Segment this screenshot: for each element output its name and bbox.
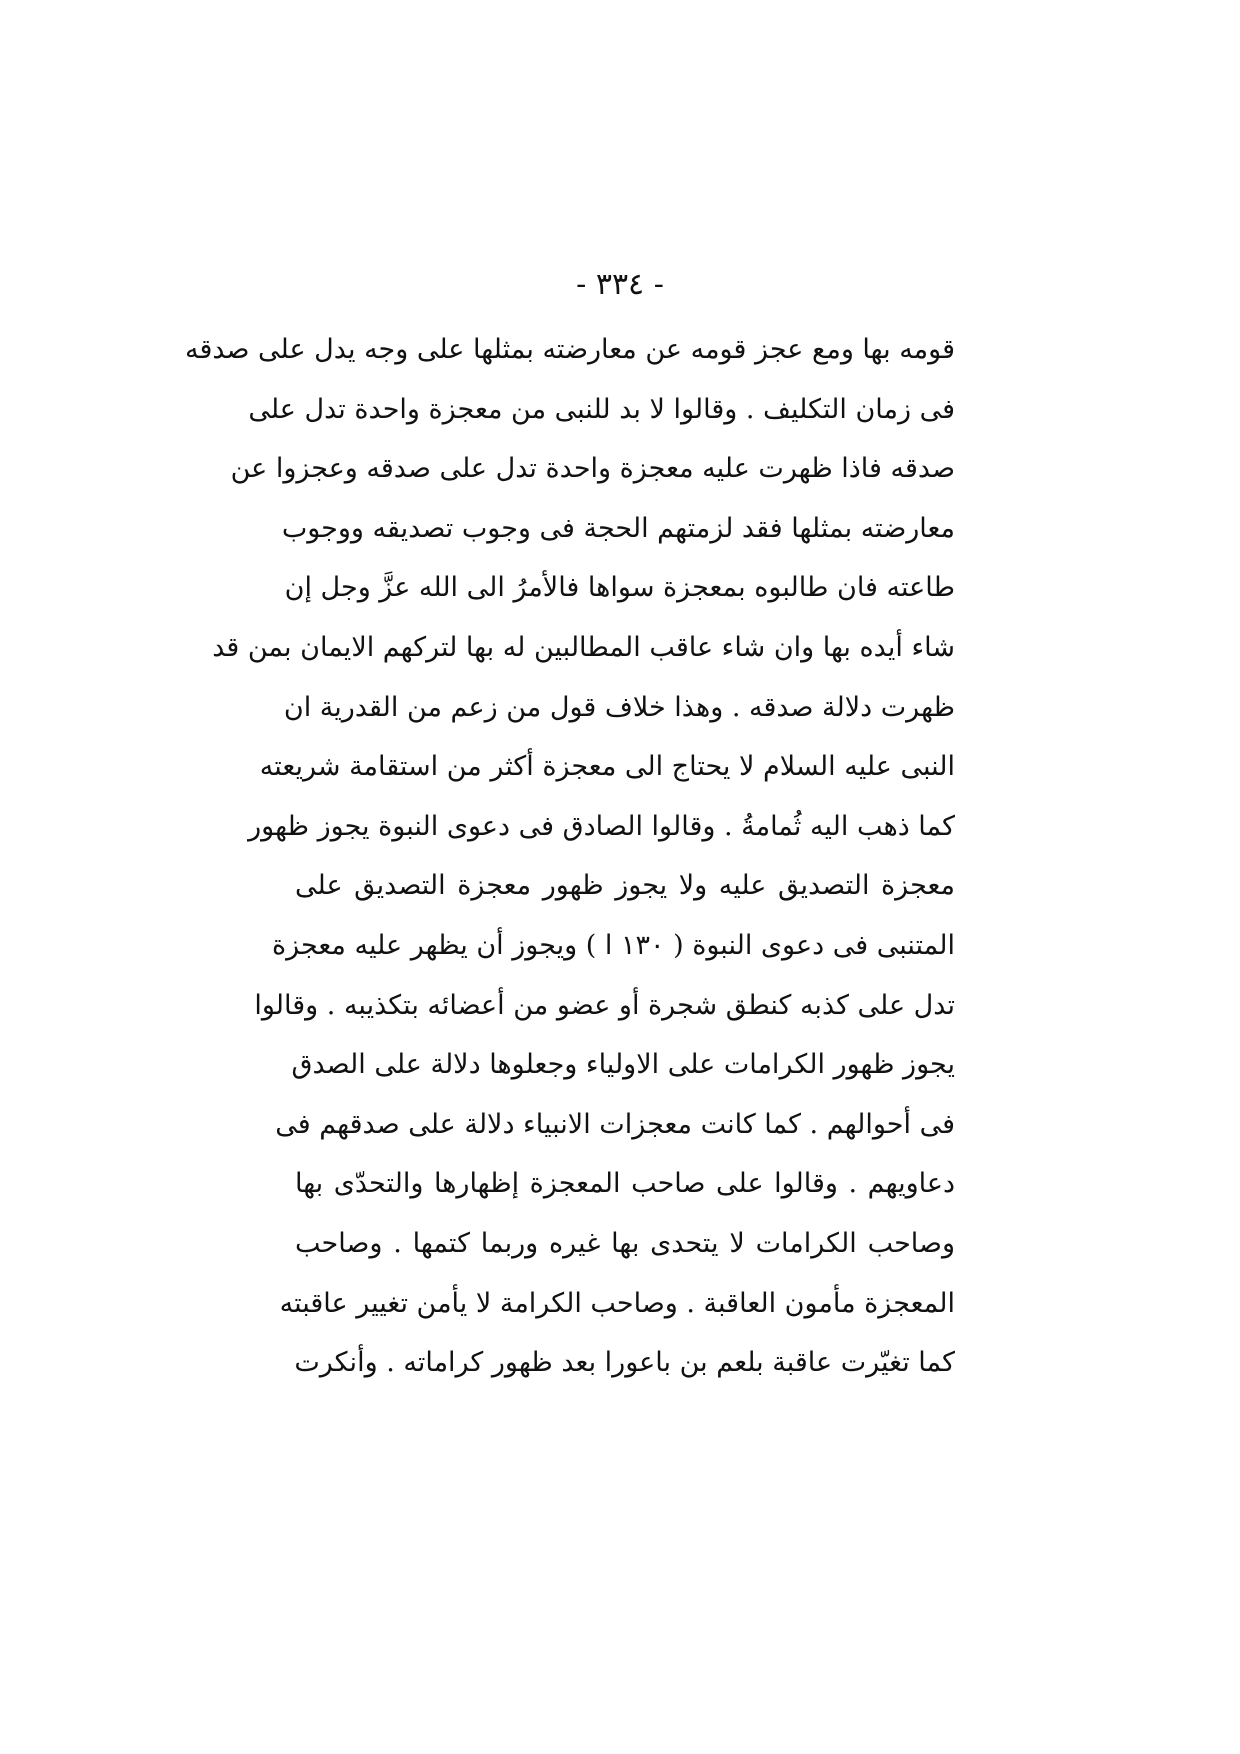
text-line: معارضته بمثلها فقد لزمتهم الحجة فى وجوب تصديقه ووجوب xyxy=(281,512,955,544)
text-line: صدقه فاذا ظهرت عليه معجزة واحدة تدل على صدقه وعجزوا عن xyxy=(230,453,955,485)
text-line: ظهرت دلالة صدقه . وهذا خلاف قول من زعم من القدرية ان xyxy=(283,691,955,723)
text-line: تدل على كذبه كنطق شجرة أو عضو من أعضائه بتكذيبه . وقالوا xyxy=(254,989,955,1021)
page-number: - ٣٣٤ - xyxy=(576,267,664,302)
text-line: قومه بها ومع عجز قومه عن معارضته بمثلها على وجه يدل على صدقه xyxy=(184,334,955,365)
text-line: دعاويهم . وقالوا على صاحب المعجزة إظهارها والتحدّى بها xyxy=(295,1168,955,1200)
text-line: كما تغيّرت عاقبة بلعم بن باعورا بعد ظهور كراماته . وأنكرت xyxy=(294,1347,955,1379)
text-line: فى أحوالهم . كما كانت معجزات الانبياء دلالة على صدقهم فى xyxy=(275,1108,955,1140)
text-line: النبى عليه السلام لا يحتاج الى معجزة أكثر من استقامة شريعته xyxy=(259,751,955,783)
text-line: فى زمان التكليف . وقالوا لا بد للنبى من معجزة واحدة تدل على xyxy=(248,393,955,425)
text-line: المعجزة مأمون العاقبة . وصاحب الكرامة لا يأمن تغيير عاقبته xyxy=(279,1287,955,1319)
text-line: يجوز ظهور الكرامات على الاولياء وجعلوها دلالة على الصدق xyxy=(291,1049,955,1081)
text-line: وصاحب الكرامات لا يتحدى بها غيره وربما كتمها . وصاحب xyxy=(295,1227,955,1259)
text-line: طاعته فان طالبوه بمعجزة سواها فالأمرُ الى الله عزَّ وجل إن xyxy=(284,572,955,604)
text-line: شاء أيده بها وان شاء عاقب المطالبين له بها لتركهم الايمان بمن قد xyxy=(212,631,955,663)
text-line: معجزة التصديق عليه ولا يجوز ظهور معجزة التصديق على xyxy=(295,870,955,902)
body-text xyxy=(184,320,955,1393)
text-line: كما ذهب اليه ثُمامةُ . وقالوا الصادق فى دعوى النبوة يجوز ظهور xyxy=(248,810,955,842)
text-line: المتنبى فى دعوى النبوة ( ١٣٠ ا ) ويجوز أن يظهر عليه معجزة xyxy=(271,929,955,961)
